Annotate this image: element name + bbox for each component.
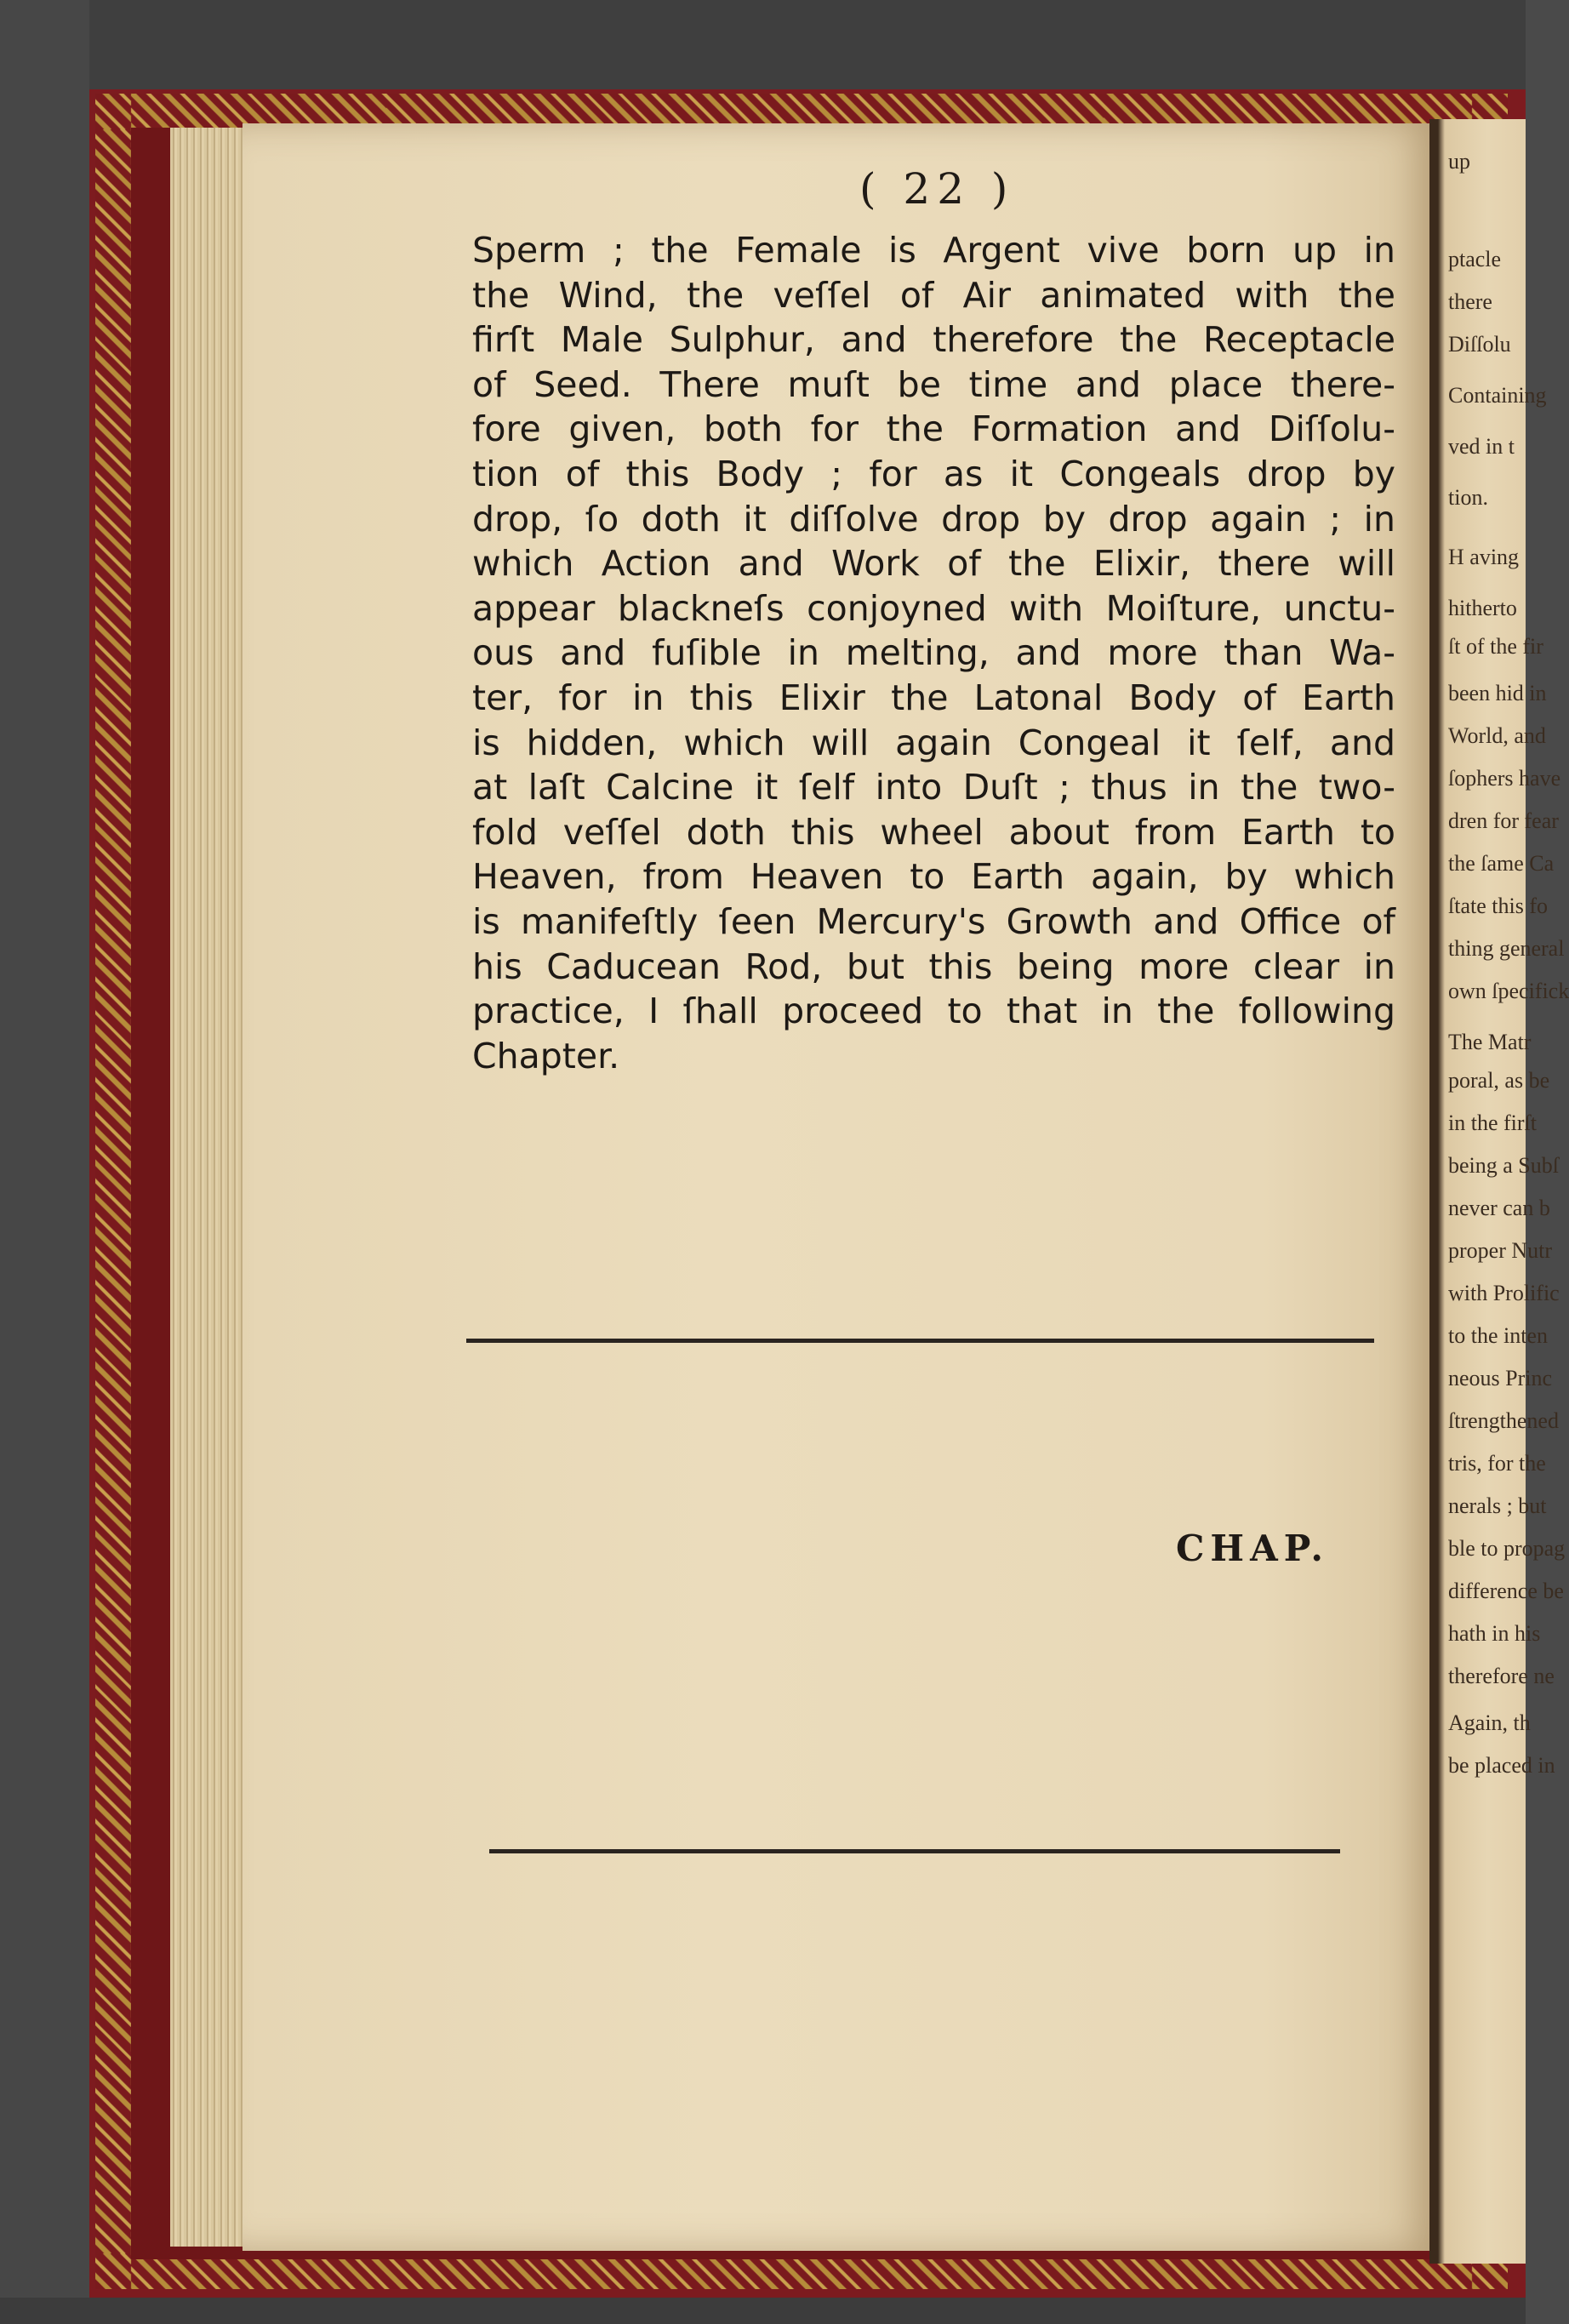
facing-page-text-fragment: ſtate this fo: [1448, 894, 1548, 918]
facing-page-text-fragment: own ſpecifick: [1448, 979, 1569, 1003]
facing-page-text-fragment: never can b: [1448, 1196, 1550, 1220]
facing-page-text-fragment: tion.: [1448, 485, 1488, 510]
text-line: Sperm ; the Female is Argent vive born up in: [472, 230, 1395, 271]
page-edges: [170, 128, 247, 2247]
facing-page-text-fragment: been hid in: [1448, 681, 1547, 705]
text-line: is manifeſtly ſeen Mercury's Growth and Office of: [472, 900, 1395, 942]
text-line: ter, for in this Elixir the Latonal Body of Earth: [472, 677, 1395, 718]
text-line: Heaven, from Heaven to Earth again, by which: [472, 856, 1395, 898]
facing-page-text-fragment: tris, for the: [1448, 1451, 1546, 1476]
text-line: is hidden, which will again Congeal it ſelf, and: [472, 722, 1395, 763]
text-line: appear blackneſs conjoyned with Moiſture, unctu-: [472, 587, 1395, 629]
text-line: fold veſſel doth this wheel about from Earth to: [472, 811, 1395, 853]
facing-page-text-fragment: thing general: [1448, 936, 1565, 961]
facing-page-text-fragment: Containing: [1448, 383, 1547, 408]
horizontal-rule-top: [466, 1339, 1374, 1343]
text-line: ous and fuſible in melting, and more than Wa-: [472, 632, 1395, 674]
facing-page-text-fragment: difference be: [1448, 1579, 1564, 1603]
facing-page-text-fragment: there: [1448, 289, 1492, 314]
facing-page-text-fragment: therefore ne: [1448, 1664, 1555, 1688]
text-line: practice, I ſhall proceed to that in the following: [472, 991, 1395, 1032]
facing-page-text-fragment: with Prolific: [1448, 1281, 1560, 1305]
text-line: firſt Male Sulphur, and therefore the Receptacle: [472, 319, 1395, 361]
background-left: [0, 0, 89, 2324]
horizontal-rule-bottom: [489, 1849, 1340, 1853]
facing-page-text-fragment: World, and: [1448, 723, 1546, 748]
facing-page-text-fragment: ble to propag: [1448, 1536, 1566, 1561]
text-line: tion of this Body ; for as it Congeals drop by: [472, 453, 1395, 494]
facing-page-text-fragment: in the firſt: [1448, 1111, 1537, 1135]
background-top: [0, 0, 1526, 89]
catchword: CHAP.: [1176, 1527, 1329, 1569]
facing-page-text-fragment: ſtrengthened: [1448, 1408, 1559, 1433]
text-line: fore given, both for the Formation and Diſſolu-: [472, 408, 1395, 450]
facing-page-text-fragment: ſt of the fir: [1448, 634, 1543, 659]
facing-page-text-fragment: up: [1448, 149, 1470, 174]
facing-page-text-fragment: neous Princ: [1448, 1366, 1553, 1390]
facing-page-text-fragment: Diſſolu: [1448, 332, 1511, 357]
facing-page-text-fragment: proper Nutr: [1448, 1238, 1553, 1263]
facing-page-text-fragment: hitherto: [1448, 596, 1517, 620]
facing-page-text-fragment: ſophers have: [1448, 766, 1561, 791]
body-text: [472, 228, 1395, 1078]
facing-page-text-fragment: nerals ; but: [1448, 1493, 1547, 1518]
facing-page-text-fragment: hath in his: [1448, 1621, 1541, 1646]
text-line: of Seed. There muſt be time and place there-: [472, 363, 1395, 405]
facing-page-text-fragment: to the inten: [1448, 1323, 1548, 1348]
text-line: his Caducean Rod, but this being more clear in: [472, 945, 1395, 987]
text-line: drop, ſo doth it diſſolve drop by drop again ; in: [472, 498, 1395, 540]
text-line: at laſt Calcine it ſelf into Duſt ; thus in the two-: [472, 767, 1395, 808]
facing-page-text-fragment: dren for fear: [1448, 808, 1559, 833]
text-line: Chapter.: [472, 1035, 620, 1076]
facing-page-text-fragment: being a Subſ: [1448, 1153, 1559, 1178]
facing-page-text-fragment: the ſame Ca: [1448, 851, 1555, 876]
facing-page-text-fragment: be placed in: [1448, 1753, 1555, 1778]
facing-page-text-fragment: H aving: [1448, 545, 1520, 569]
text-line: the Wind, the veſſel of Air animated with the: [472, 274, 1395, 316]
facing-page: [1429, 119, 1569, 2264]
page-number: ( 22 ): [859, 164, 1015, 214]
facing-page-text-fragment: ved in t: [1448, 434, 1515, 459]
facing-page-text-fragment: Again, th: [1448, 1710, 1531, 1735]
text-line: which Action and Work of the Elixir, there will: [472, 543, 1395, 585]
background-bottom: [0, 2298, 1526, 2324]
facing-page-text-fragment: ptacle: [1448, 247, 1502, 271]
facing-page-text-fragment: poral, as be: [1448, 1068, 1550, 1093]
facing-page-text-fragment: The Matr: [1448, 1030, 1532, 1054]
